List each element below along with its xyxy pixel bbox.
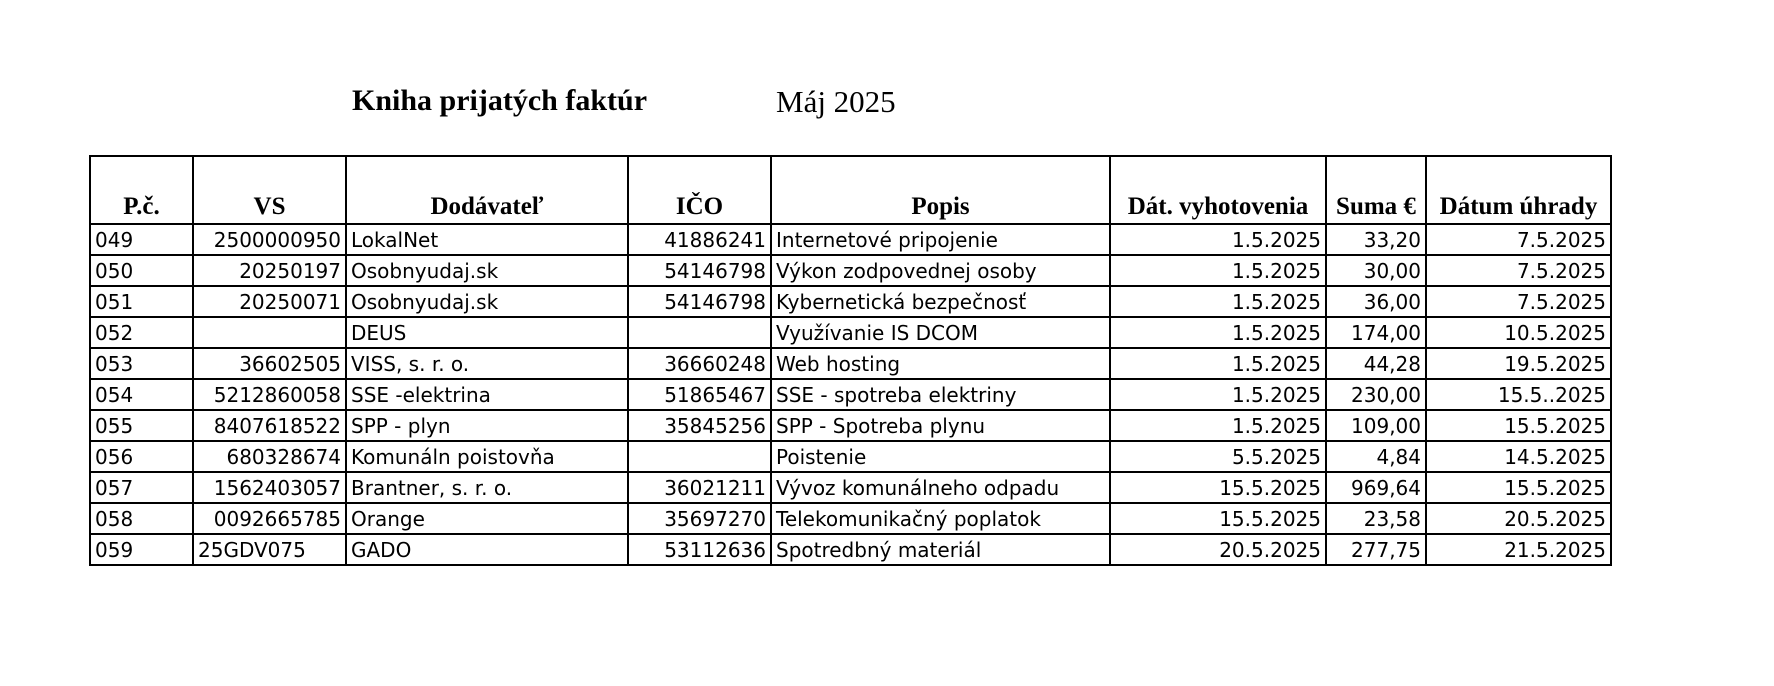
cell-issue-date: 1.5.2025: [1110, 286, 1326, 317]
table-row: [90, 224, 1611, 255]
cell-ico: 41886241: [628, 224, 771, 255]
invoice-table: [89, 155, 1612, 566]
cell-amount: 277,75: [1326, 534, 1426, 565]
column-header-amount: Suma €: [1326, 156, 1426, 224]
cell-payment-date: 15.5..2025: [1426, 379, 1611, 410]
cell-vs: 25GDV075: [193, 534, 346, 565]
cell-amount: 36,00: [1326, 286, 1426, 317]
cell-supplier: Osobnyudaj.sk: [346, 286, 628, 317]
cell-vs: 8407618522: [193, 410, 346, 441]
cell-vs: [193, 317, 346, 348]
cell-description: Spotredbný materiál: [771, 534, 1110, 565]
cell-pc: 050: [90, 255, 193, 286]
period-label: Máj 2025: [776, 84, 896, 119]
cell-description: SPP - Spotreba plynu: [771, 410, 1110, 441]
cell-description: Internetové pripojenie: [771, 224, 1110, 255]
cell-description: Výkon zodpovednej osoby: [771, 255, 1110, 286]
cell-ico: 53112636: [628, 534, 771, 565]
cell-description: Kybernetická bezpečnosť: [771, 286, 1110, 317]
cell-vs: 0092665785: [193, 503, 346, 534]
cell-payment-date: 15.5.2025: [1426, 410, 1611, 441]
cell-vs: 2500000950: [193, 224, 346, 255]
cell-pc: 051: [90, 286, 193, 317]
cell-supplier: Osobnyudaj.sk: [346, 255, 628, 286]
cell-amount: 33,20: [1326, 224, 1426, 255]
column-header-ico: IČO: [628, 156, 771, 224]
cell-pc: 059: [90, 534, 193, 565]
column-header-pc: P.č.: [90, 156, 193, 224]
cell-description: Poistenie: [771, 441, 1110, 472]
cell-payment-date: 7.5.2025: [1426, 224, 1611, 255]
cell-vs: 5212860058: [193, 379, 346, 410]
cell-supplier: Orange: [346, 503, 628, 534]
cell-pc: 056: [90, 441, 193, 472]
cell-description: Vývoz komunálneho odpadu: [771, 472, 1110, 503]
cell-issue-date: 15.5.2025: [1110, 503, 1326, 534]
table-row: [90, 348, 1611, 379]
table-row: [90, 317, 1611, 348]
cell-amount: 44,28: [1326, 348, 1426, 379]
cell-issue-date: 1.5.2025: [1110, 379, 1326, 410]
cell-payment-date: 10.5.2025: [1426, 317, 1611, 348]
cell-issue-date: 1.5.2025: [1110, 224, 1326, 255]
table-row: [90, 286, 1611, 317]
cell-ico: [628, 441, 771, 472]
cell-description: SSE - spotreba elektriny: [771, 379, 1110, 410]
table-row: [90, 534, 1611, 565]
cell-payment-date: 20.5.2025: [1426, 503, 1611, 534]
cell-issue-date: 1.5.2025: [1110, 317, 1326, 348]
cell-issue-date: 1.5.2025: [1110, 410, 1326, 441]
cell-description: Využívanie IS DCOM: [771, 317, 1110, 348]
cell-issue-date: 1.5.2025: [1110, 348, 1326, 379]
cell-payment-date: 14.5.2025: [1426, 441, 1611, 472]
cell-pc: 049: [90, 224, 193, 255]
table-row: [90, 255, 1611, 286]
cell-pc: 055: [90, 410, 193, 441]
cell-ico: 36021211: [628, 472, 771, 503]
column-header-issue-date: Dát. vyhotovenia: [1110, 156, 1326, 224]
cell-issue-date: 15.5.2025: [1110, 472, 1326, 503]
cell-pc: 057: [90, 472, 193, 503]
cell-ico: 35845256: [628, 410, 771, 441]
cell-issue-date: 5.5.2025: [1110, 441, 1326, 472]
cell-supplier: LokalNet: [346, 224, 628, 255]
cell-amount: 30,00: [1326, 255, 1426, 286]
column-header-vs: VS: [193, 156, 346, 224]
table-row: [90, 472, 1611, 503]
cell-supplier: SPP - plyn: [346, 410, 628, 441]
cell-payment-date: 15.5.2025: [1426, 472, 1611, 503]
cell-supplier: VISS, s. r. o.: [346, 348, 628, 379]
cell-ico: 51865467: [628, 379, 771, 410]
cell-supplier: Komunáln poistovňa: [346, 441, 628, 472]
table-row: [90, 410, 1611, 441]
cell-pc: 054: [90, 379, 193, 410]
column-header-supplier: Dodávateľ: [346, 156, 628, 224]
cell-vs: 1562403057: [193, 472, 346, 503]
table-row: [90, 379, 1611, 410]
cell-supplier: Brantner, s. r. o.: [346, 472, 628, 503]
cell-ico: 54146798: [628, 286, 771, 317]
cell-payment-date: 7.5.2025: [1426, 255, 1611, 286]
page-title: Kniha prijatých faktúr: [352, 84, 648, 117]
cell-ico: 36660248: [628, 348, 771, 379]
cell-amount: 109,00: [1326, 410, 1426, 441]
cell-amount: 23,58: [1326, 503, 1426, 534]
column-header-description: Popis: [771, 156, 1110, 224]
cell-issue-date: 1.5.2025: [1110, 255, 1326, 286]
cell-amount: 969,64: [1326, 472, 1426, 503]
cell-amount: 230,00: [1326, 379, 1426, 410]
cell-pc: 053: [90, 348, 193, 379]
cell-payment-date: 19.5.2025: [1426, 348, 1611, 379]
cell-payment-date: 7.5.2025: [1426, 286, 1611, 317]
cell-vs: 680328674: [193, 441, 346, 472]
cell-amount: 4,84: [1326, 441, 1426, 472]
cell-description: Telekomunikačný poplatok: [771, 503, 1110, 534]
cell-ico: [628, 317, 771, 348]
cell-supplier: SSE -elektrina: [346, 379, 628, 410]
cell-supplier: DEUS: [346, 317, 628, 348]
column-header-payment-date: Dátum úhrady: [1426, 156, 1611, 224]
cell-vs: 20250071: [193, 286, 346, 317]
cell-pc: 058: [90, 503, 193, 534]
cell-pc: 052: [90, 317, 193, 348]
table-row: [90, 503, 1611, 534]
cell-vs: 20250197: [193, 255, 346, 286]
table-row: [90, 441, 1611, 472]
cell-payment-date: 21.5.2025: [1426, 534, 1611, 565]
table-header-row: [90, 156, 1611, 224]
cell-issue-date: 20.5.2025: [1110, 534, 1326, 565]
table-body: [90, 224, 1611, 565]
cell-vs: 36602505: [193, 348, 346, 379]
cell-supplier: GADO: [346, 534, 628, 565]
cell-ico: 35697270: [628, 503, 771, 534]
cell-amount: 174,00: [1326, 317, 1426, 348]
cell-description: Web hosting: [771, 348, 1110, 379]
cell-ico: 54146798: [628, 255, 771, 286]
